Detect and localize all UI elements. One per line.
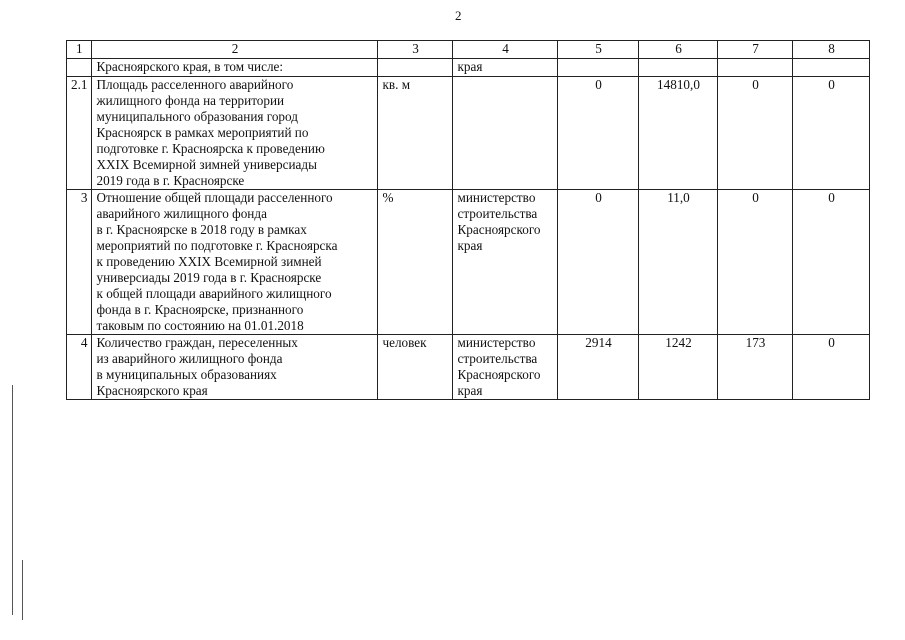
unit: % xyxy=(378,190,453,335)
indicator-name: Отношение общей площади расселенного аварийного жилищного фонда в г. Красноярске в 2018 году в рамках мероприятий по подготовке г. Красноярска к проведению XXIX Всемирной зимней универсиады 2019 года в г. Красноярске к общей площади аварийного жилищного фонда в г. Красноярске, признанного таковым по состоянию на 01.01.2018 xyxy=(92,190,378,335)
table-row xyxy=(67,190,870,335)
value-col7: 0 xyxy=(718,190,793,335)
continuation-row xyxy=(67,59,870,77)
value-col5: 0 xyxy=(558,77,639,190)
indicator-table xyxy=(66,40,870,400)
value-col5: 2914 xyxy=(558,335,639,400)
row-number: 3 xyxy=(67,190,92,335)
indicator-name: Площадь расселенного аварийного жилищного фонда на территории муниципального образования город Красноярск в рамках мероприятий по подготовке г. Красноярска к проведению XXIX Всемирной зимней универсиады 2019 года в г. Красноярске xyxy=(92,77,378,190)
value-col7: 173 xyxy=(718,335,793,400)
value-col8: 0 xyxy=(793,335,870,400)
margin-line xyxy=(12,385,13,615)
col-header: 4 xyxy=(453,41,558,59)
col-header: 1 xyxy=(67,41,92,59)
page-number: 2 xyxy=(455,8,462,23)
responsible xyxy=(453,77,558,190)
unit: человек xyxy=(378,335,453,400)
responsible: министерство строительства Красноярского края xyxy=(453,190,558,335)
margin-line xyxy=(22,560,23,620)
table-row xyxy=(67,77,870,190)
col-header: 6 xyxy=(639,41,718,59)
col-header: 3 xyxy=(378,41,453,59)
value-col6: 11,0 xyxy=(639,190,718,335)
row-number: 4 xyxy=(67,335,92,400)
unit: кв. м xyxy=(378,77,453,190)
row-number: 2.1 xyxy=(67,77,92,190)
col-header: 7 xyxy=(718,41,793,59)
col-header: 5 xyxy=(558,41,639,59)
value-col8: 0 xyxy=(793,190,870,335)
value-col6: 14810,0 xyxy=(639,77,718,190)
value-col6: 1242 xyxy=(639,335,718,400)
indicator-name: Количество граждан, переселенных из аварийного жилищного фонда в муниципальных образованиях Красноярского края xyxy=(92,335,378,400)
header-row xyxy=(67,41,870,59)
value-col7: 0 xyxy=(718,77,793,190)
continuation-col4: края xyxy=(453,59,558,77)
continuation-text: Красноярского края, в том числе: xyxy=(92,59,378,77)
col-header: 8 xyxy=(793,41,870,59)
col-header: 2 xyxy=(92,41,378,59)
value-col5: 0 xyxy=(558,190,639,335)
responsible: министерство строительства Красноярского края xyxy=(453,335,558,400)
table-row xyxy=(67,335,870,400)
value-col8: 0 xyxy=(793,77,870,190)
